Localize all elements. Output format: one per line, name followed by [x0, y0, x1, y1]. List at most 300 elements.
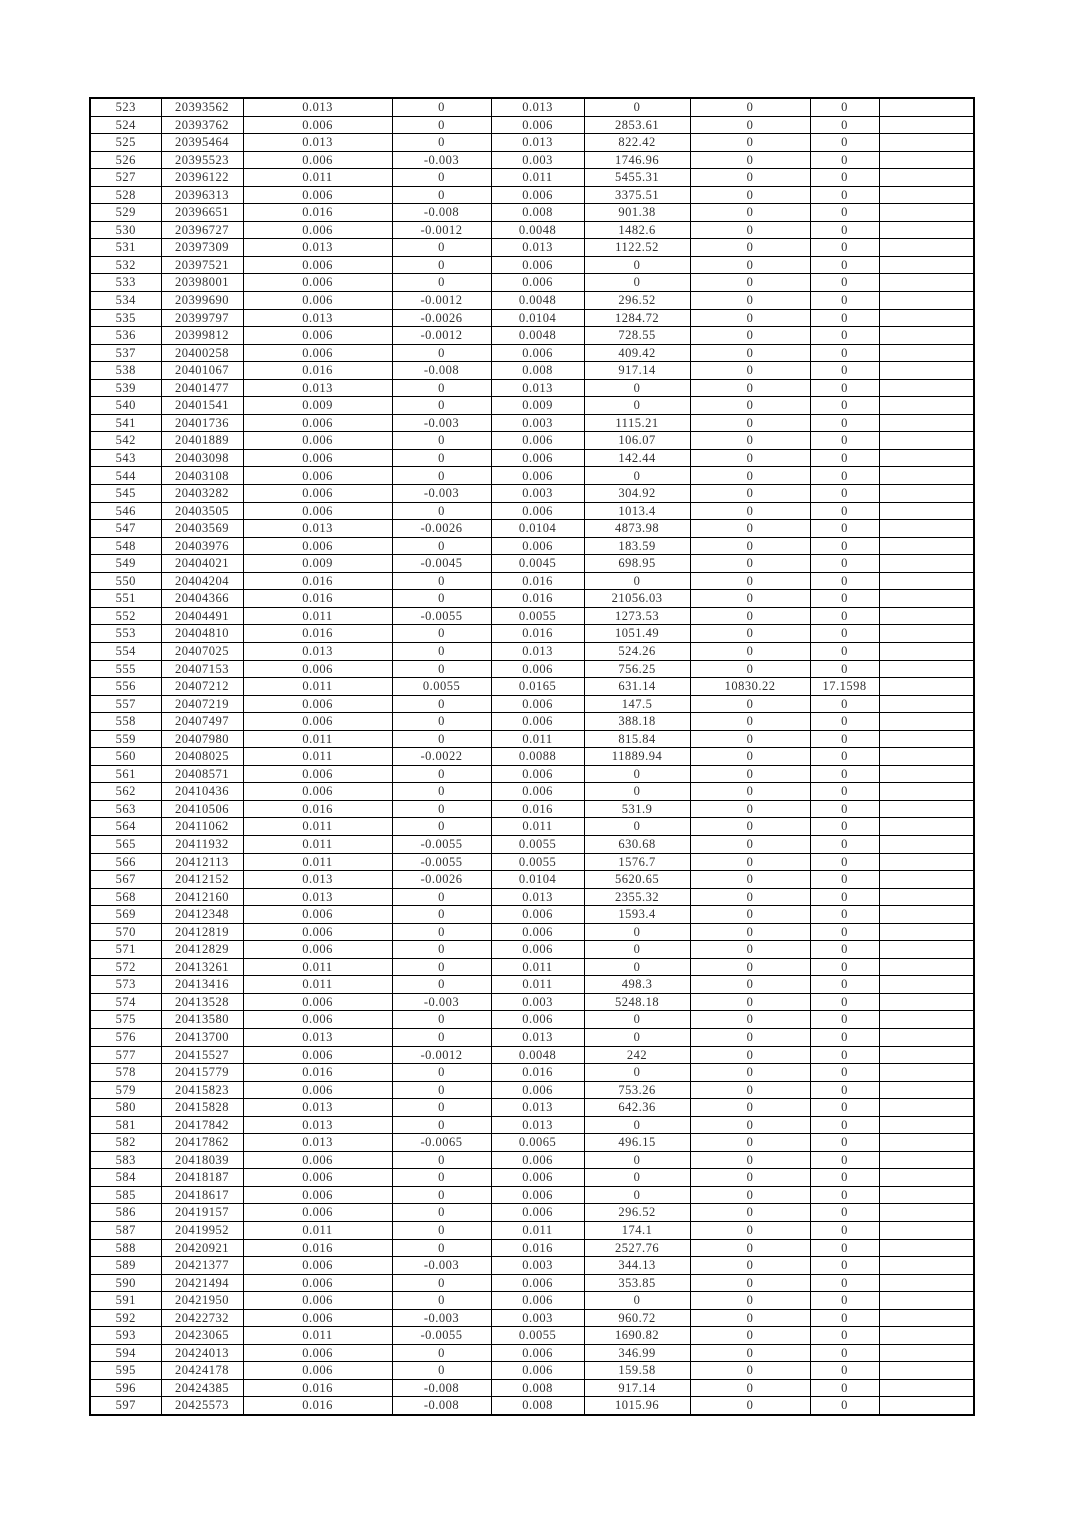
blank-cell — [879, 1344, 974, 1362]
value-c-cell: 0.006 — [491, 537, 584, 555]
record-id-cell: 20395523 — [161, 151, 243, 169]
blank-cell — [879, 520, 974, 538]
row-number-cell: 533 — [90, 274, 161, 292]
amount-cell: 917.14 — [584, 1379, 690, 1397]
blank-cell — [879, 642, 974, 660]
row-number-cell: 561 — [90, 765, 161, 783]
value-a-cell: 0.006 — [243, 344, 392, 362]
row-number-cell: 570 — [90, 923, 161, 941]
blank-cell — [879, 1327, 974, 1345]
extra-rate-cell: 0 — [810, 607, 879, 625]
extra-amount-cell: 0 — [690, 555, 810, 573]
row-number-cell: 543 — [90, 449, 161, 467]
row-number-cell: 562 — [90, 783, 161, 801]
row-number-cell: 551 — [90, 590, 161, 608]
extra-rate-cell: 0 — [810, 555, 879, 573]
value-c-cell: 0.011 — [491, 730, 584, 748]
value-a-cell: 0.016 — [243, 625, 392, 643]
record-id-cell: 20401477 — [161, 379, 243, 397]
value-c-cell: 0.006 — [491, 1292, 584, 1310]
value-b-cell: 0 — [392, 730, 491, 748]
extra-amount-cell: 0 — [690, 485, 810, 503]
record-id-cell: 20413416 — [161, 976, 243, 994]
value-b-cell: 0 — [392, 1292, 491, 1310]
table-row — [90, 572, 974, 590]
extra-amount-cell: 0 — [690, 888, 810, 906]
value-a-cell: 0.013 — [243, 379, 392, 397]
value-b-cell: 0 — [392, 116, 491, 134]
value-c-cell: 0.006 — [491, 116, 584, 134]
row-number-cell: 535 — [90, 309, 161, 327]
value-a-cell: 0.011 — [243, 958, 392, 976]
table-row — [90, 1028, 974, 1046]
blank-cell — [879, 835, 974, 853]
row-number-cell: 574 — [90, 993, 161, 1011]
extra-amount-cell: 0 — [690, 835, 810, 853]
extra-amount-cell: 0 — [690, 1274, 810, 1292]
blank-cell — [879, 1257, 974, 1275]
record-id-cell: 20424178 — [161, 1362, 243, 1380]
table-row — [90, 976, 974, 994]
amount-cell: 1746.96 — [584, 151, 690, 169]
value-c-cell: 0.016 — [491, 1239, 584, 1257]
table-row — [90, 1327, 974, 1345]
table-row — [90, 625, 974, 643]
value-b-cell: 0 — [392, 1151, 491, 1169]
extra-rate-cell: 0 — [810, 151, 879, 169]
extra-rate-cell: 0 — [810, 660, 879, 678]
value-a-cell: 0.006 — [243, 432, 392, 450]
value-b-cell: -0.0065 — [392, 1134, 491, 1152]
record-id-cell: 20411062 — [161, 818, 243, 836]
value-a-cell: 0.013 — [243, 871, 392, 889]
row-number-cell: 595 — [90, 1362, 161, 1380]
blank-cell — [879, 169, 974, 187]
table-row — [90, 1151, 974, 1169]
blank-cell — [879, 625, 974, 643]
blank-cell — [879, 800, 974, 818]
extra-amount-cell: 0 — [690, 1292, 810, 1310]
row-number-cell: 530 — [90, 221, 161, 239]
table-row — [90, 642, 974, 660]
extra-amount-cell: 0 — [690, 1169, 810, 1187]
value-c-cell: 0.006 — [491, 783, 584, 801]
table-row — [90, 713, 974, 731]
value-b-cell: -0.0012 — [392, 327, 491, 345]
table-row — [90, 765, 974, 783]
extra-amount-cell: 0 — [690, 1379, 810, 1397]
extra-amount-cell: 0 — [690, 800, 810, 818]
value-b-cell: 0 — [392, 818, 491, 836]
value-c-cell: 0.003 — [491, 485, 584, 503]
amount-cell: 147.5 — [584, 695, 690, 713]
record-id-cell: 20407025 — [161, 642, 243, 660]
extra-amount-cell: 0 — [690, 1327, 810, 1345]
extra-rate-cell: 0 — [810, 730, 879, 748]
table-row — [90, 327, 974, 345]
value-b-cell: 0 — [392, 923, 491, 941]
blank-cell — [879, 818, 974, 836]
row-number-cell: 556 — [90, 678, 161, 696]
extra-rate-cell: 0 — [810, 1379, 879, 1397]
value-b-cell: -0.0045 — [392, 555, 491, 573]
value-b-cell: 0 — [392, 713, 491, 731]
blank-cell — [879, 309, 974, 327]
row-number-cell: 591 — [90, 1292, 161, 1310]
amount-cell: 159.58 — [584, 1362, 690, 1380]
record-id-cell: 20412819 — [161, 923, 243, 941]
table-row — [90, 1309, 974, 1327]
extra-amount-cell: 0 — [690, 625, 810, 643]
value-a-cell: 0.006 — [243, 485, 392, 503]
extra-rate-cell: 0 — [810, 432, 879, 450]
row-number-cell: 547 — [90, 520, 161, 538]
record-id-cell: 20393562 — [161, 98, 243, 116]
blank-cell — [879, 1186, 974, 1204]
blank-cell — [879, 204, 974, 222]
table-row — [90, 818, 974, 836]
value-b-cell: 0 — [392, 344, 491, 362]
record-id-cell: 20403098 — [161, 449, 243, 467]
blank-cell — [879, 502, 974, 520]
record-id-cell: 20401889 — [161, 432, 243, 450]
record-id-cell: 20399812 — [161, 327, 243, 345]
value-b-cell: 0 — [392, 765, 491, 783]
row-number-cell: 582 — [90, 1134, 161, 1152]
extra-rate-cell: 0 — [810, 642, 879, 660]
record-id-cell: 20415527 — [161, 1046, 243, 1064]
record-id-cell: 20393762 — [161, 116, 243, 134]
value-b-cell: -0.003 — [392, 1257, 491, 1275]
row-number-cell: 565 — [90, 835, 161, 853]
value-c-cell: 0.013 — [491, 888, 584, 906]
table-row — [90, 1186, 974, 1204]
value-b-cell: -0.0026 — [392, 309, 491, 327]
table-row — [90, 1116, 974, 1134]
value-a-cell: 0.006 — [243, 1169, 392, 1187]
value-b-cell: -0.008 — [392, 204, 491, 222]
value-c-cell: 0.008 — [491, 362, 584, 380]
extra-rate-cell: 0 — [810, 906, 879, 924]
blank-cell — [879, 1362, 974, 1380]
blank-cell — [879, 906, 974, 924]
table-row — [90, 169, 974, 187]
value-a-cell: 0.016 — [243, 362, 392, 380]
extra-amount-cell: 0 — [690, 1011, 810, 1029]
table-body — [90, 98, 974, 1415]
row-number-cell: 550 — [90, 572, 161, 590]
value-b-cell: 0 — [392, 1362, 491, 1380]
value-b-cell: 0 — [392, 888, 491, 906]
value-c-cell: 0.0048 — [491, 221, 584, 239]
row-number-cell: 524 — [90, 116, 161, 134]
record-id-cell: 20407212 — [161, 678, 243, 696]
blank-cell — [879, 256, 974, 274]
row-number-cell: 531 — [90, 239, 161, 257]
blank-cell — [879, 730, 974, 748]
value-a-cell: 0.013 — [243, 642, 392, 660]
value-c-cell: 0.0045 — [491, 555, 584, 573]
blank-cell — [879, 362, 974, 380]
row-number-cell: 553 — [90, 625, 161, 643]
amount-cell: 531.9 — [584, 800, 690, 818]
row-number-cell: 581 — [90, 1116, 161, 1134]
row-number-cell: 552 — [90, 607, 161, 625]
record-id-cell: 20421494 — [161, 1274, 243, 1292]
table-row — [90, 748, 974, 766]
extra-rate-cell: 0 — [810, 309, 879, 327]
extra-rate-cell: 0 — [810, 958, 879, 976]
extra-rate-cell: 0 — [810, 1292, 879, 1310]
extra-rate-cell: 0 — [810, 625, 879, 643]
row-number-cell: 569 — [90, 906, 161, 924]
extra-rate-cell: 0 — [810, 362, 879, 380]
extra-amount-cell: 0 — [690, 502, 810, 520]
value-b-cell: -0.008 — [392, 1379, 491, 1397]
value-a-cell: 0.016 — [243, 1397, 392, 1415]
amount-cell: 1690.82 — [584, 1327, 690, 1345]
amount-cell: 1482.6 — [584, 221, 690, 239]
value-b-cell: 0 — [392, 1028, 491, 1046]
value-a-cell: 0.006 — [243, 923, 392, 941]
extra-amount-cell: 0 — [690, 958, 810, 976]
value-b-cell: 0 — [392, 1011, 491, 1029]
value-c-cell: 0.013 — [491, 134, 584, 152]
amount-cell: 0 — [584, 923, 690, 941]
record-id-cell: 20415828 — [161, 1099, 243, 1117]
table-row — [90, 397, 974, 415]
value-c-cell: 0.009 — [491, 397, 584, 415]
record-id-cell: 20418617 — [161, 1186, 243, 1204]
extra-rate-cell: 0 — [810, 1064, 879, 1082]
extra-rate-cell: 0 — [810, 1344, 879, 1362]
blank-cell — [879, 485, 974, 503]
amount-cell: 901.38 — [584, 204, 690, 222]
value-c-cell: 0.0055 — [491, 1327, 584, 1345]
amount-cell: 11889.94 — [584, 748, 690, 766]
extra-rate-cell: 0 — [810, 256, 879, 274]
value-a-cell: 0.011 — [243, 818, 392, 836]
value-c-cell: 0.011 — [491, 976, 584, 994]
amount-cell: 344.13 — [584, 1257, 690, 1275]
row-number-cell: 583 — [90, 1151, 161, 1169]
record-id-cell: 20403569 — [161, 520, 243, 538]
table-row — [90, 116, 974, 134]
blank-cell — [879, 414, 974, 432]
extra-rate-cell: 0 — [810, 1204, 879, 1222]
extra-amount-cell: 0 — [690, 116, 810, 134]
extra-amount-cell: 0 — [690, 783, 810, 801]
blank-cell — [879, 853, 974, 871]
value-b-cell: -0.0055 — [392, 853, 491, 871]
extra-amount-cell: 0 — [690, 1222, 810, 1240]
blank-cell — [879, 327, 974, 345]
table-row — [90, 993, 974, 1011]
value-c-cell: 0.011 — [491, 958, 584, 976]
blank-cell — [879, 432, 974, 450]
amount-cell: 0 — [584, 467, 690, 485]
extra-amount-cell: 0 — [690, 1028, 810, 1046]
table-row — [90, 414, 974, 432]
value-a-cell: 0.006 — [243, 1362, 392, 1380]
amount-cell: 642.36 — [584, 1099, 690, 1117]
amount-cell: 0 — [584, 783, 690, 801]
extra-amount-cell: 0 — [690, 818, 810, 836]
extra-rate-cell: 0 — [810, 1169, 879, 1187]
extra-amount-cell: 0 — [690, 520, 810, 538]
record-id-cell: 20417862 — [161, 1134, 243, 1152]
extra-amount-cell: 0 — [690, 204, 810, 222]
extra-amount-cell: 0 — [690, 906, 810, 924]
extra-amount-cell: 0 — [690, 1257, 810, 1275]
row-number-cell: 568 — [90, 888, 161, 906]
amount-cell: 0 — [584, 1011, 690, 1029]
value-a-cell: 0.011 — [243, 835, 392, 853]
value-c-cell: 0.0055 — [491, 607, 584, 625]
blank-cell — [879, 134, 974, 152]
value-c-cell: 0.016 — [491, 800, 584, 818]
value-b-cell: 0 — [392, 1064, 491, 1082]
record-id-cell: 20400258 — [161, 344, 243, 362]
extra-rate-cell: 0 — [810, 695, 879, 713]
value-c-cell: 0.016 — [491, 1064, 584, 1082]
value-b-cell: 0 — [392, 1222, 491, 1240]
record-id-cell: 20403976 — [161, 537, 243, 555]
amount-cell: 1284.72 — [584, 309, 690, 327]
blank-cell — [879, 1099, 974, 1117]
extra-rate-cell: 0 — [810, 853, 879, 871]
value-b-cell: 0 — [392, 958, 491, 976]
row-number-cell: 560 — [90, 748, 161, 766]
table-row — [90, 695, 974, 713]
extra-rate-cell: 0 — [810, 502, 879, 520]
value-b-cell: -0.003 — [392, 1309, 491, 1327]
row-number-cell: 596 — [90, 1379, 161, 1397]
record-id-cell: 20423065 — [161, 1327, 243, 1345]
extra-amount-cell: 0 — [690, 1344, 810, 1362]
value-b-cell: 0 — [392, 1081, 491, 1099]
extra-amount-cell: 0 — [690, 221, 810, 239]
extra-rate-cell: 0 — [810, 344, 879, 362]
record-id-cell: 20417842 — [161, 1116, 243, 1134]
value-c-cell: 0.006 — [491, 432, 584, 450]
table-row — [90, 835, 974, 853]
amount-cell: 0 — [584, 1169, 690, 1187]
value-a-cell: 0.013 — [243, 1134, 392, 1152]
table-row — [90, 485, 974, 503]
extra-rate-cell: 0 — [810, 888, 879, 906]
row-number-cell: 587 — [90, 1222, 161, 1240]
record-id-cell: 20396651 — [161, 204, 243, 222]
extra-rate-cell: 0 — [810, 993, 879, 1011]
value-c-cell: 0.0048 — [491, 1046, 584, 1064]
amount-cell: 353.85 — [584, 1274, 690, 1292]
extra-rate-cell: 0 — [810, 379, 879, 397]
table-row — [90, 923, 974, 941]
value-c-cell: 0.006 — [491, 1362, 584, 1380]
extra-amount-cell: 0 — [690, 1081, 810, 1099]
extra-amount-cell: 0 — [690, 1099, 810, 1117]
record-id-cell: 20424013 — [161, 1344, 243, 1362]
extra-amount-cell: 0 — [690, 432, 810, 450]
extra-rate-cell: 0 — [810, 186, 879, 204]
extra-rate-cell: 0 — [810, 1327, 879, 1345]
extra-rate-cell: 0 — [810, 1099, 879, 1117]
amount-cell: 106.07 — [584, 432, 690, 450]
table-row — [90, 871, 974, 889]
table-row — [90, 800, 974, 818]
record-id-cell: 20424385 — [161, 1379, 243, 1397]
value-b-cell: -0.0012 — [392, 221, 491, 239]
value-a-cell: 0.016 — [243, 204, 392, 222]
row-number-cell: 567 — [90, 871, 161, 889]
value-c-cell: 0.008 — [491, 1397, 584, 1415]
amount-cell: 1115.21 — [584, 414, 690, 432]
record-id-cell: 20401736 — [161, 414, 243, 432]
value-b-cell: 0 — [392, 467, 491, 485]
value-c-cell: 0.016 — [491, 590, 584, 608]
amount-cell: 296.52 — [584, 1204, 690, 1222]
row-number-cell: 580 — [90, 1099, 161, 1117]
record-id-cell: 20418039 — [161, 1151, 243, 1169]
extra-amount-cell: 0 — [690, 309, 810, 327]
extra-rate-cell: 0 — [810, 467, 879, 485]
extra-rate-cell: 0 — [810, 818, 879, 836]
blank-cell — [879, 1116, 974, 1134]
value-a-cell: 0.016 — [243, 800, 392, 818]
record-id-cell: 20396313 — [161, 186, 243, 204]
extra-amount-cell: 0 — [690, 871, 810, 889]
value-c-cell: 0.006 — [491, 186, 584, 204]
blank-cell — [879, 151, 974, 169]
row-number-cell: 573 — [90, 976, 161, 994]
record-id-cell: 20412348 — [161, 906, 243, 924]
amount-cell: 5455.31 — [584, 169, 690, 187]
value-c-cell: 0.0055 — [491, 835, 584, 853]
amount-cell: 1051.49 — [584, 625, 690, 643]
extra-rate-cell: 0 — [810, 134, 879, 152]
value-c-cell: 0.0065 — [491, 1134, 584, 1152]
amount-cell: 296.52 — [584, 292, 690, 310]
record-id-cell: 20415779 — [161, 1064, 243, 1082]
value-c-cell: 0.006 — [491, 344, 584, 362]
row-number-cell: 540 — [90, 397, 161, 415]
extra-amount-cell: 0 — [690, 397, 810, 415]
value-b-cell: 0 — [392, 256, 491, 274]
record-id-cell: 20404366 — [161, 590, 243, 608]
blank-cell — [879, 116, 974, 134]
amount-cell: 0 — [584, 98, 690, 116]
value-a-cell: 0.006 — [243, 274, 392, 292]
row-number-cell: 546 — [90, 502, 161, 520]
value-b-cell: 0 — [392, 502, 491, 520]
extra-rate-cell: 0 — [810, 239, 879, 257]
table-row — [90, 204, 974, 222]
value-a-cell: 0.006 — [243, 449, 392, 467]
amount-cell: 242 — [584, 1046, 690, 1064]
row-number-cell: 577 — [90, 1046, 161, 1064]
value-b-cell: -0.0012 — [392, 292, 491, 310]
value-a-cell: 0.006 — [243, 537, 392, 555]
amount-cell: 524.26 — [584, 642, 690, 660]
value-c-cell: 0.003 — [491, 414, 584, 432]
extra-amount-cell: 0 — [690, 151, 810, 169]
row-number-cell: 563 — [90, 800, 161, 818]
amount-cell: 0 — [584, 1151, 690, 1169]
value-a-cell: 0.006 — [243, 783, 392, 801]
record-id-cell: 20401541 — [161, 397, 243, 415]
extra-rate-cell: 0 — [810, 537, 879, 555]
